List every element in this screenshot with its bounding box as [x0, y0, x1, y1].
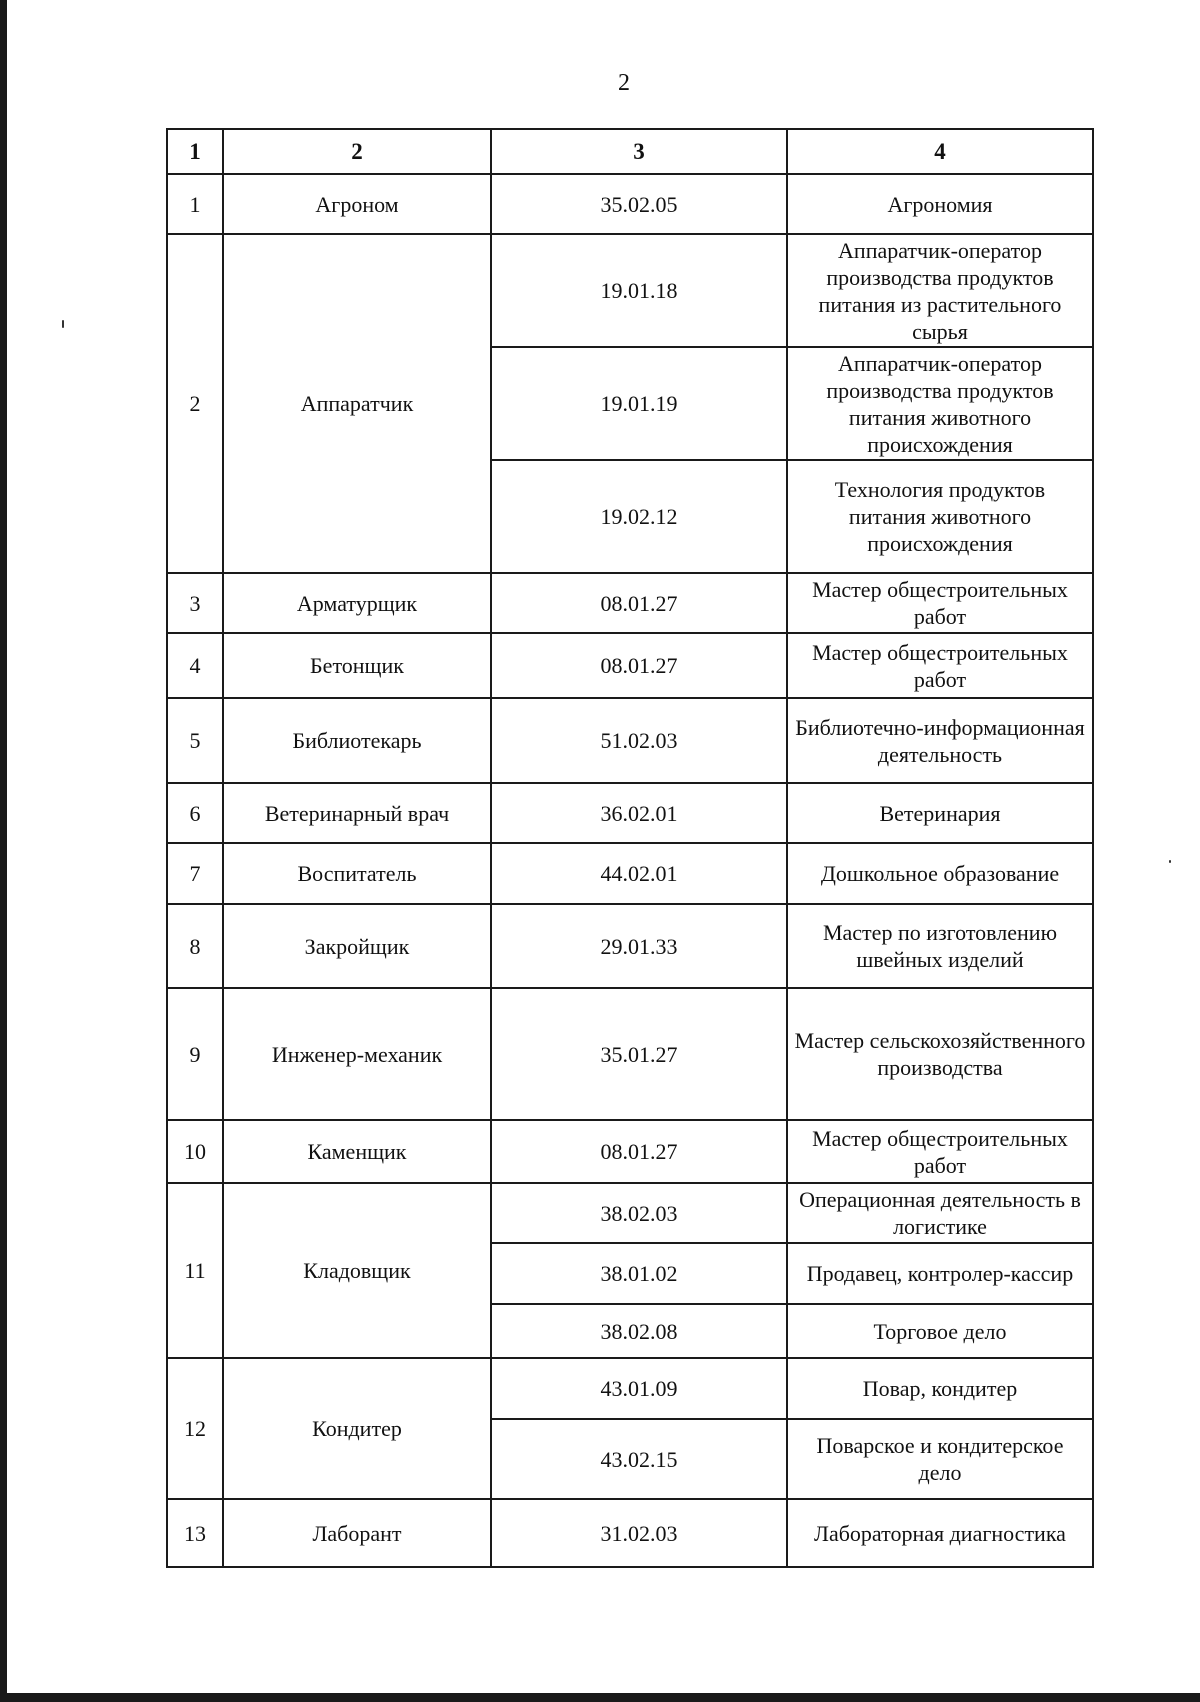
page-number: 2 — [618, 70, 630, 96]
profession-cell: Агроном — [223, 174, 491, 234]
row-number-cell: 5 — [167, 698, 223, 783]
table-row — [167, 1499, 1093, 1567]
code-cell: 31.02.03 — [491, 1499, 787, 1567]
table-header-row — [167, 129, 1093, 174]
row-number-cell: 12 — [167, 1358, 223, 1499]
row-number-cell: 11 — [167, 1183, 223, 1358]
specialty-cell: Дошкольное образование — [787, 843, 1093, 904]
row-number-cell: 2 — [167, 234, 223, 573]
specialty-cell: Поварское и кондитерское дело — [787, 1419, 1093, 1499]
table-row — [167, 1120, 1093, 1183]
row-number-cell: 8 — [167, 904, 223, 988]
header-cell: 1 — [167, 129, 223, 174]
specialty-cell: Мастер общестроительных работ — [787, 633, 1093, 698]
header-cell: 2 — [223, 129, 491, 174]
code-cell: 35.02.05 — [491, 174, 787, 234]
profession-cell: Библиотекарь — [223, 698, 491, 783]
code-cell: 36.02.01 — [491, 783, 787, 843]
table-row — [167, 1183, 1093, 1243]
table-row — [167, 633, 1093, 698]
specialty-cell: Ветеринария — [787, 783, 1093, 843]
table-row — [167, 843, 1093, 904]
code-cell: 19.01.19 — [491, 347, 787, 460]
row-number-cell: 6 — [167, 783, 223, 843]
scan-speck — [1169, 860, 1171, 863]
table-row — [167, 698, 1093, 783]
table-row — [167, 904, 1093, 988]
profession-cell: Бетонщик — [223, 633, 491, 698]
profession-cell: Инженер-механик — [223, 988, 491, 1120]
profession-cell: Ветеринарный врач — [223, 783, 491, 843]
profession-cell: Воспитатель — [223, 843, 491, 904]
code-cell: 08.01.27 — [491, 1120, 787, 1183]
header-cell: 3 — [491, 129, 787, 174]
row-number-cell: 7 — [167, 843, 223, 904]
row-number-cell: 3 — [167, 573, 223, 633]
specialty-cell: Аппаратчик-оператор производства продуктов питания животного происхождения — [787, 347, 1093, 460]
profession-cell: Аппаратчик — [223, 234, 491, 573]
scan-edge-bottom — [0, 1693, 1200, 1702]
specialty-cell: Повар, кондитер — [787, 1358, 1093, 1419]
table-row — [167, 988, 1093, 1120]
code-cell: 43.02.15 — [491, 1419, 787, 1499]
specialty-cell: Торговое дело — [787, 1304, 1093, 1358]
table-row — [167, 1358, 1093, 1419]
table-row — [167, 234, 1093, 347]
specialty-cell: Операционная деятельность в логистике — [787, 1183, 1093, 1243]
row-number-cell: 13 — [167, 1499, 223, 1567]
row-number-cell: 9 — [167, 988, 223, 1120]
specialty-cell: Библиотечно-информационная деятельность — [787, 698, 1093, 783]
row-number-cell: 4 — [167, 633, 223, 698]
code-cell: 44.02.01 — [491, 843, 787, 904]
code-cell: 38.02.08 — [491, 1304, 787, 1358]
specialty-cell: Продавец, контролер-кассир — [787, 1243, 1093, 1304]
table-row — [167, 174, 1093, 234]
code-cell: 38.02.03 — [491, 1183, 787, 1243]
header-cell: 4 — [787, 129, 1093, 174]
code-cell: 29.01.33 — [491, 904, 787, 988]
code-cell: 35.01.27 — [491, 988, 787, 1120]
row-number-cell: 10 — [167, 1120, 223, 1183]
profession-cell: Кладовщик — [223, 1183, 491, 1358]
code-cell: 51.02.03 — [491, 698, 787, 783]
specialty-cell: Аппаратчик-оператор производства продуктов питания из растительного сырья — [787, 234, 1093, 347]
code-cell: 19.01.18 — [491, 234, 787, 347]
row-number-cell: 1 — [167, 174, 223, 234]
table-row — [167, 573, 1093, 633]
code-cell: 19.02.12 — [491, 460, 787, 573]
profession-cell: Кондитер — [223, 1358, 491, 1499]
code-cell: 08.01.27 — [491, 633, 787, 698]
scan-speck — [62, 320, 64, 328]
profession-cell: Закройщик — [223, 904, 491, 988]
specialty-cell: Мастер общестроительных работ — [787, 573, 1093, 633]
specialty-cell: Мастер по изготовлению швейных изделий — [787, 904, 1093, 988]
table-row — [167, 783, 1093, 843]
code-cell: 38.01.02 — [491, 1243, 787, 1304]
profession-cell: Каменщик — [223, 1120, 491, 1183]
scan-edge-left — [0, 0, 7, 1702]
code-cell: 43.01.09 — [491, 1358, 787, 1419]
profession-cell: Лаборант — [223, 1499, 491, 1567]
professions-table — [166, 128, 1094, 1568]
code-cell: 08.01.27 — [491, 573, 787, 633]
specialty-cell: Мастер сельскохозяйственного производства — [787, 988, 1093, 1120]
specialty-cell: Мастер общестроительных работ — [787, 1120, 1093, 1183]
specialty-cell: Агрономия — [787, 174, 1093, 234]
profession-cell: Арматурщик — [223, 573, 491, 633]
specialty-cell: Лабораторная диагностика — [787, 1499, 1093, 1567]
specialty-cell: Технология продуктов питания животного происхождения — [787, 460, 1093, 573]
